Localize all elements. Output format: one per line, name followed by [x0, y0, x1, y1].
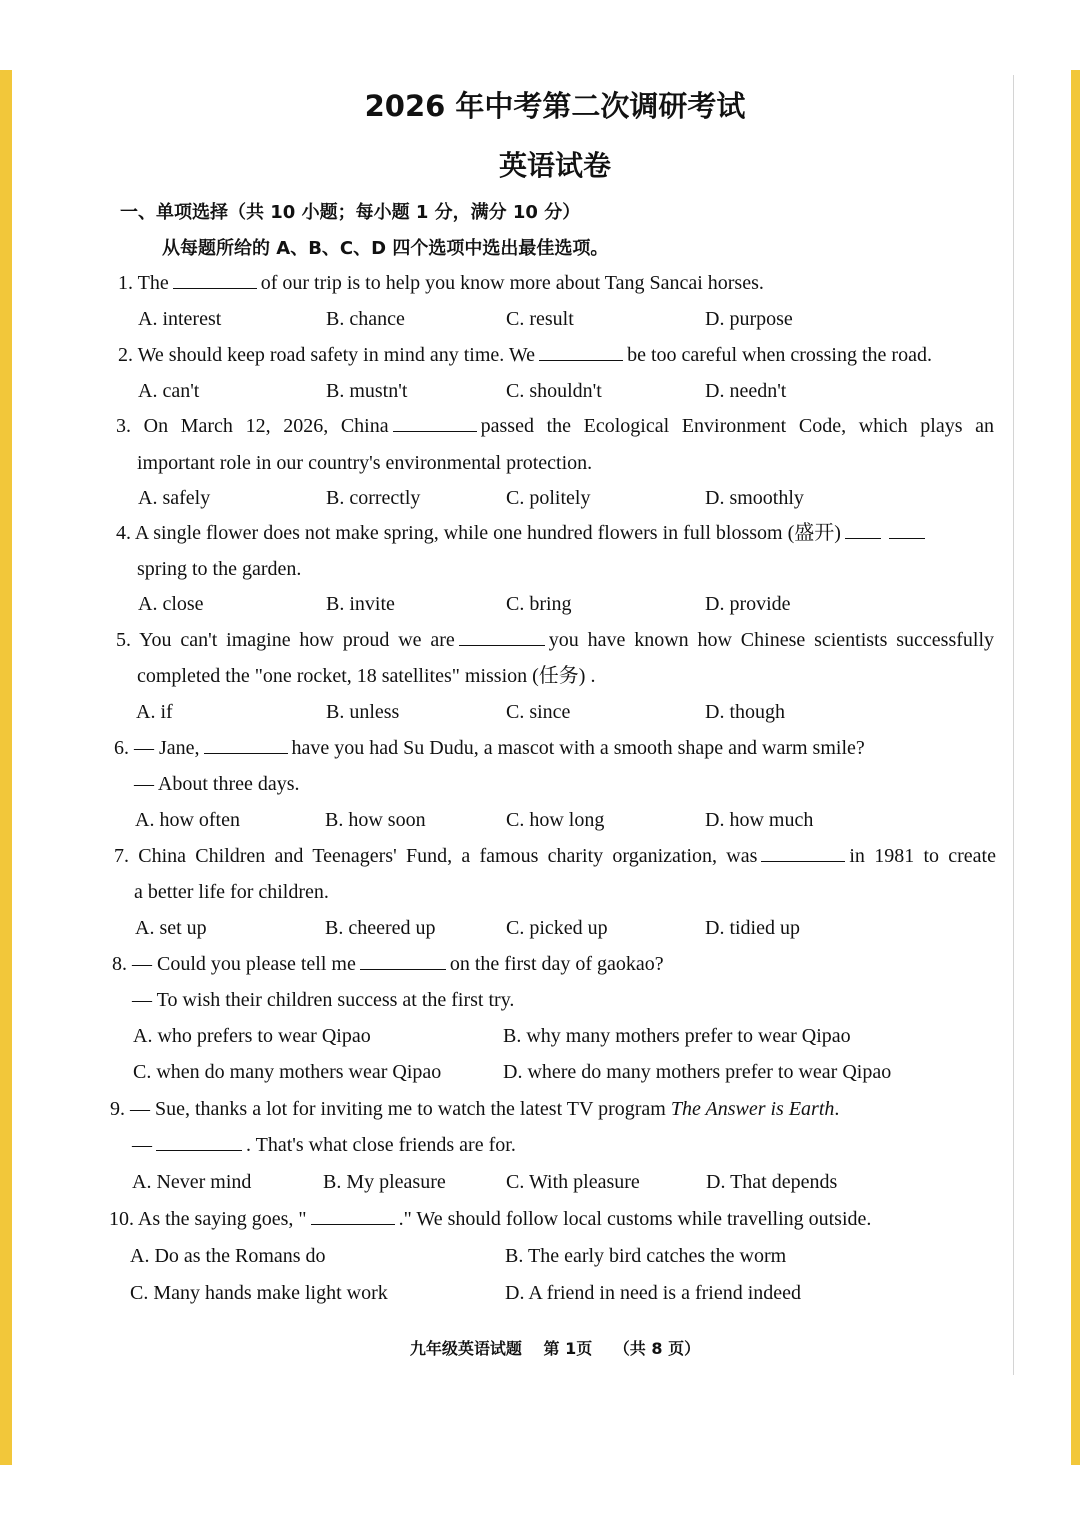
q2-option-a: A. can't [138, 380, 200, 402]
section-instruction: 从每题所给的 A、B、C、D 四个选项中选出最佳选项。 [162, 238, 609, 259]
q4-option-a: A. close [138, 593, 204, 615]
q7-option-a: A. set up [135, 917, 207, 939]
q6-option-b: B. how soon [325, 809, 426, 831]
q8-option-d: D. where do many mothers prefer to wear Qipao [503, 1061, 892, 1083]
q10-option-d: D. A friend in need is a friend indeed [505, 1282, 802, 1304]
q3-option-c: C. politely [506, 487, 591, 509]
q5-option-a: A. if [136, 701, 173, 723]
q6-option-d: D. how much [705, 809, 814, 831]
question-5-line-2: completed the "one rocket, 18 satellites" mission (任务) . [137, 665, 596, 687]
question-2: 2. We should keep road safety in mind any time. We be too careful when crossing the road. [118, 344, 932, 366]
q1-option-c: C. result [506, 308, 574, 330]
exam-title: 2026 年中考第二次调研考试 [364, 89, 746, 123]
answer-blank [761, 843, 845, 862]
page-footer [0, 1336, 1080, 1359]
footer-label: 九年级英语试题 [409, 1339, 522, 1358]
question-5: 5. You can't imagine how proud we are you have known how Chinese scientists successfully [116, 629, 994, 651]
q6-option-a: A. how often [135, 809, 240, 831]
q1-option-a: A. interest [138, 308, 222, 330]
question-4-line-2: spring to the garden. [137, 558, 302, 580]
q1-option-d: D. purpose [705, 308, 793, 330]
exam-subtitle: 英语试卷 [498, 149, 611, 182]
q9-option-b: B. My pleasure [323, 1171, 446, 1193]
q7-option-d: D. tidied up [705, 917, 800, 939]
question-9: 9. — Sue, thanks a lot for inviting me to watch the latest TV program The Answer is Earth. [110, 1098, 840, 1120]
answer-blank [459, 627, 545, 646]
q10-option-a: A. Do as the Romans do [130, 1245, 326, 1267]
answer-blank [889, 520, 925, 539]
answer-blank [393, 413, 477, 432]
q8-option-a: A. who prefers to wear Qipao [133, 1025, 371, 1047]
answer-blank [311, 1206, 395, 1225]
right-page-edge [1071, 70, 1080, 1465]
q9-option-a: A. Never mind [132, 1171, 252, 1193]
question-8: 8. — Could you please tell me on the first day of gaokao? [112, 953, 664, 975]
left-page-edge [0, 70, 12, 1465]
q5-option-b: B. unless [326, 701, 400, 723]
program-title: The Answer is Earth [670, 1098, 835, 1120]
q4-option-c: C. bring [506, 593, 572, 615]
question-1: 1. The of our trip is to help you know more about Tang Sancai horses. [118, 272, 764, 294]
q5-option-c: C. since [506, 701, 571, 723]
question-9-line-2: — . That's what close friends are for. [132, 1134, 516, 1156]
q7-option-b: B. cheered up [325, 917, 436, 939]
footer-total: （共 8 页） [613, 1339, 701, 1358]
question-6-line-2: — About three days. [134, 773, 300, 795]
q7-option-c: C. picked up [506, 917, 608, 939]
footer-page: 第 1页 [543, 1339, 593, 1358]
answer-blank [204, 735, 288, 754]
q8-option-c: C. when do many mothers wear Qipao [133, 1061, 442, 1083]
section-heading: 一、单项选择（共 10 小题；每小题 1 分，满分 10 分） [120, 202, 581, 223]
q2-option-b: B. mustn't [326, 380, 408, 402]
question-4: 4. A single flower does not make spring, while one hundred flowers in full blossom (盛开) [116, 520, 929, 546]
answer-blank [845, 520, 881, 539]
question-10: 10. As the saying goes, " ." We should follow local customs while travelling outside. [109, 1208, 872, 1230]
question-7-line-2: a better life for children. [134, 881, 329, 903]
answer-blank [360, 951, 446, 970]
q2-option-d: D. needn't [705, 380, 787, 402]
q3-option-d: D. smoothly [705, 487, 804, 509]
q2-option-c: C. shouldn't [506, 380, 602, 402]
q8-option-b: B. why many mothers prefer to wear Qipao [503, 1025, 851, 1047]
q6-option-c: C. how long [506, 809, 605, 831]
answer-blank [173, 270, 257, 289]
q9-option-d: D. That depends [706, 1171, 838, 1193]
question-8-line-2: — To wish their children success at the first try. [132, 989, 515, 1011]
q5-option-d: D. though [705, 701, 785, 723]
answer-blank [156, 1132, 242, 1151]
question-6: 6. — Jane, have you had Su Dudu, a mascot with a smooth shape and warm smile? [114, 737, 865, 759]
answer-blank [539, 342, 623, 361]
question-7: 7. China Children and Teenagers' Fund, a famous charity organization, was in 1981 to create [114, 845, 996, 867]
q4-option-d: D. provide [705, 593, 791, 615]
q10-option-b: B. The early bird catches the worm [505, 1245, 787, 1267]
q3-option-b: B. correctly [326, 487, 421, 509]
question-3: 3. On March 12, 2026, China passed the Ecological Environment Code, which plays an [116, 415, 994, 437]
q4-option-b: B. invite [326, 593, 395, 615]
q1-option-b: B. chance [326, 308, 405, 330]
page-fold-line [1013, 75, 1014, 1375]
q9-option-c: C. With pleasure [506, 1171, 640, 1193]
q3-option-a: A. safely [138, 487, 211, 509]
question-3-line-2: important role in our country's environmental protection. [137, 452, 593, 474]
q10-option-c: C. Many hands make light work [130, 1282, 388, 1304]
